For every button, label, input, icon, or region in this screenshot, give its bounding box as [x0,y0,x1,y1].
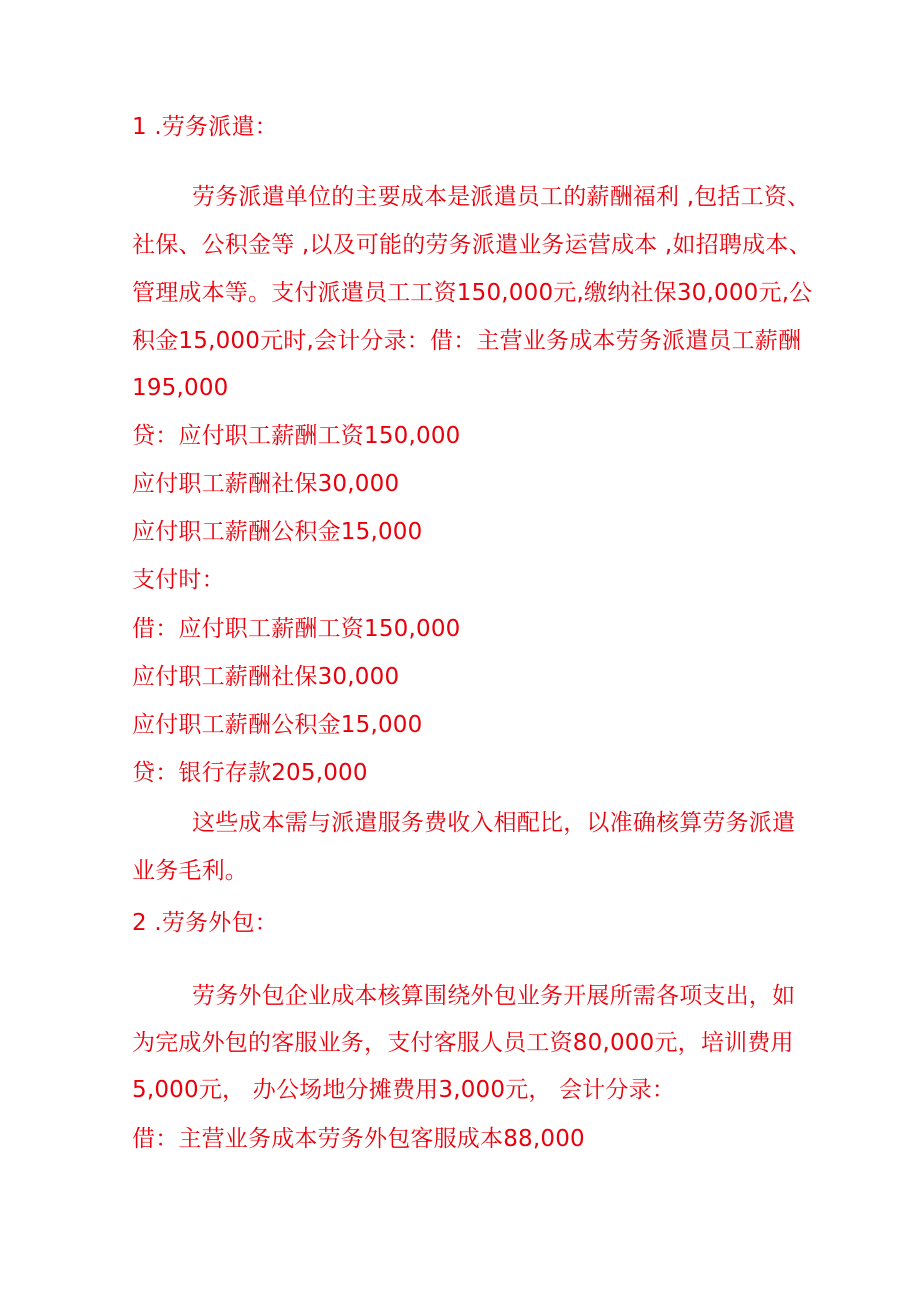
journal-entry-line: 应付职工薪酬社保30,000 [132,664,400,690]
section-2-paragraph-line: 劳务外包企业成本核算围绕外包业务开展所需各项支出，如 [192,983,796,1009]
journal-entry-line: 借：应付职工薪酬工资150,000 [132,616,461,642]
payment-label: 支付时： [132,567,225,593]
section-1-paragraph-line: 积金15,000元时,会计分录：借：主营业务成本劳务派遣员工薪酬 [132,328,802,354]
section-1-conclusion-line: 这些成本需与派遣服务费收入相配比，以准确核算劳务派遣 [192,810,796,836]
journal-entry-line: 贷：银行存款205,000 [132,760,368,786]
journal-entry-line: 应付职工薪酬公积金15,000 [132,519,423,545]
section-2-paragraph-line: 为完成外包的客服业务，支付客服人员工资80,000元，培训费用 [132,1030,794,1056]
section-2-paragraph-line: 5,000元， 办公场地分摊费用3,000元， 会计分录： [132,1077,676,1103]
section-1-heading: 1 .劳务派遣： [132,114,278,140]
journal-entry-line: 应付职工薪酬公积金15,000 [132,712,423,738]
section-1-paragraph-line: 社保、公积金等 ,以及可能的劳务派遣业务运营成本 ,如招聘成本、 [132,232,812,258]
section-1-paragraph-line: 管理成本等。支付派遣员工工资150,000元,缴纳社保30,000元,公 [132,280,813,306]
journal-entry-line: 借：主营业务成本劳务外包客服成本88,000 [132,1126,585,1152]
section-1-conclusion-line: 业务毛利。 [132,858,248,884]
section-2-heading: 2 .劳务外包： [132,910,278,936]
journal-entry-line: 贷：应付职工薪酬工资150,000 [132,423,461,449]
journal-entry-line: 应付职工薪酬社保30,000 [132,471,400,497]
section-1-paragraph-line: 劳务派遣单位的主要成本是派遣员工的薪酬福利 ,包括工资、 [192,184,811,210]
section-1-paragraph-line: 195,000 [132,375,229,401]
